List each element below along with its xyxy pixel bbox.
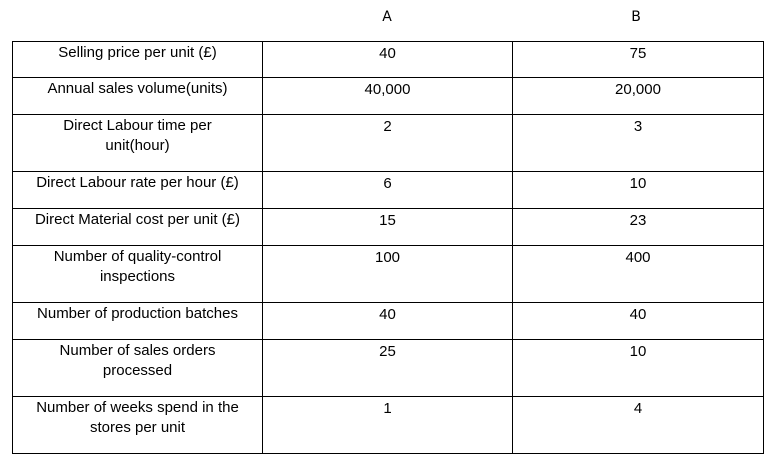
row-label: Number of production batches — [13, 303, 263, 340]
value-b: 75 — [513, 42, 764, 78]
row-label: Direct Labour time per unit(hour) — [13, 115, 263, 172]
value-b: 3 — [513, 115, 764, 172]
row-label: Direct Material cost per unit (£) — [13, 209, 263, 246]
value-a: 25 — [263, 340, 513, 397]
table-row — [13, 246, 764, 303]
value-a: 40,000 — [263, 78, 513, 115]
value-b: 40 — [513, 303, 764, 340]
value-b: 4 — [513, 397, 764, 454]
row-label: Selling price per unit (£) — [13, 42, 263, 78]
table-row — [13, 42, 764, 78]
value-a: 6 — [263, 172, 513, 209]
value-b: 10 — [513, 340, 764, 397]
table-row — [13, 209, 764, 246]
row-label: Direct Labour rate per hour (£) — [13, 172, 263, 209]
row-label: Number of sales orders processed — [13, 340, 263, 397]
value-a: 2 — [263, 115, 513, 172]
value-a: 1 — [263, 397, 513, 454]
row-label: Annual sales volume(units) — [13, 78, 263, 115]
table-row — [13, 340, 764, 397]
table-row — [13, 397, 764, 454]
value-b: 23 — [513, 209, 764, 246]
value-a: 15 — [263, 209, 513, 246]
row-label: Number of weeks spend in the stores per unit — [13, 397, 263, 454]
row-label: Number of quality-control inspections — [13, 246, 263, 303]
table-row — [13, 172, 764, 209]
column-header-b: B — [631, 9, 641, 25]
value-a: 100 — [263, 246, 513, 303]
value-a: 40 — [263, 303, 513, 340]
table-row — [13, 115, 764, 172]
value-b: 20,000 — [513, 78, 764, 115]
value-b: 400 — [513, 246, 764, 303]
cost-data-table — [12, 41, 764, 454]
column-header-a: A — [382, 9, 392, 25]
value-b: 10 — [513, 172, 764, 209]
table-row — [13, 303, 764, 340]
value-a: 40 — [263, 42, 513, 78]
table-row — [13, 78, 764, 115]
